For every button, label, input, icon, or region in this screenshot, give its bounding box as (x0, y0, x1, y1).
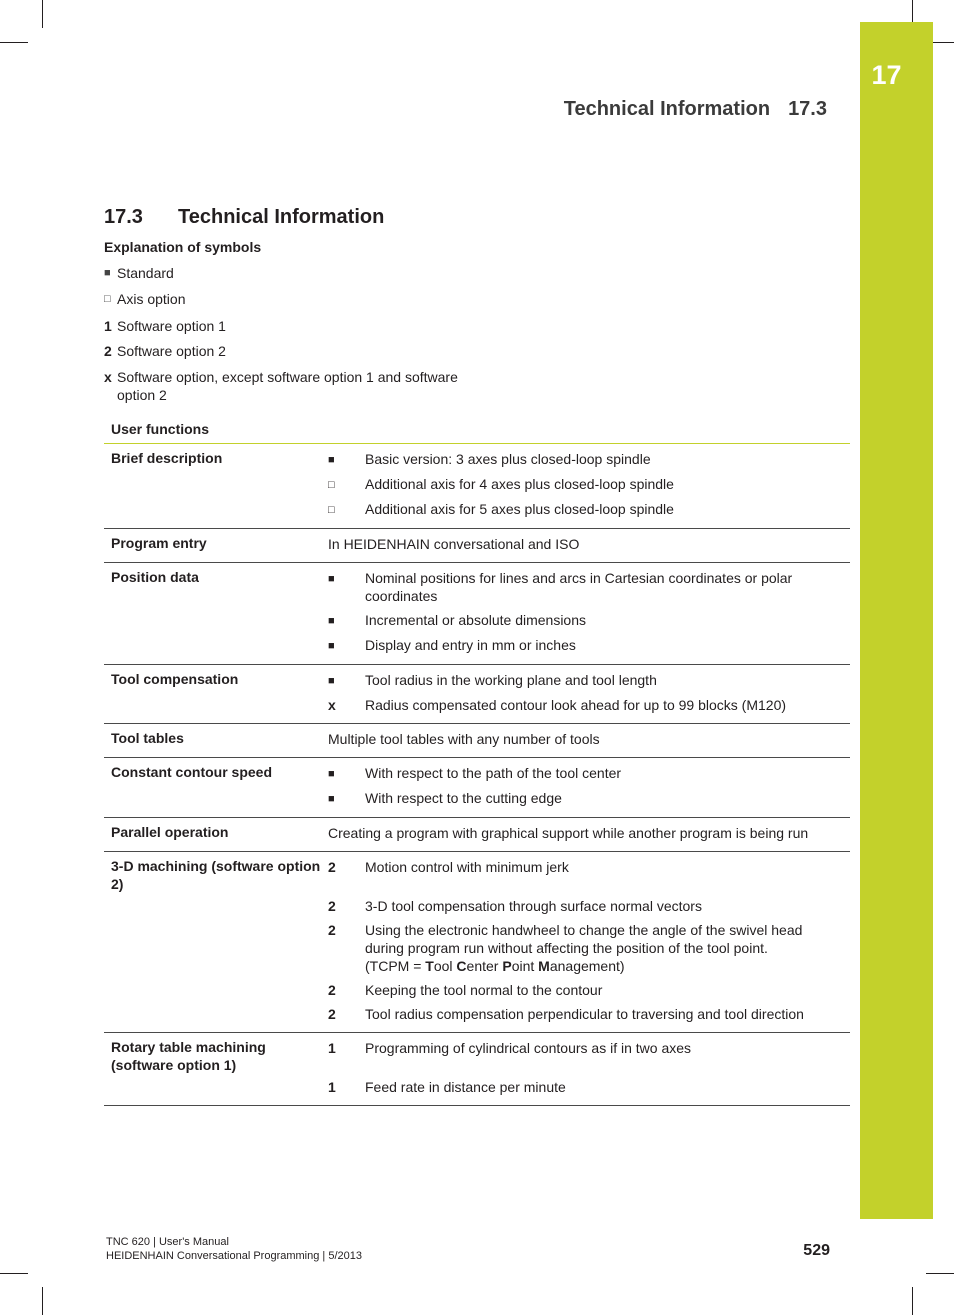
row-content (328, 758, 850, 817)
item-marker: □ (328, 479, 335, 491)
item-text: Display and entry in mm or inches (365, 637, 576, 653)
page-number: 529 (803, 1242, 830, 1259)
row-item (328, 450, 850, 469)
row-text: Multiple tool tables with any number of tools (328, 731, 600, 747)
running-head-section: 17.3 (788, 98, 827, 120)
item-marker: 1 (328, 1079, 336, 1095)
row-label: Tool compensation (111, 671, 239, 687)
legend-text: Axis option (117, 291, 186, 307)
row-item (328, 921, 850, 975)
item-text: Motion control with minimum jerk (365, 859, 569, 875)
row-item (328, 789, 850, 808)
row-label: Program entry (111, 535, 207, 551)
crop-mark (0, 1273, 28, 1274)
row-item (328, 500, 850, 519)
footer-line2: HEIDENHAIN Conversational Programming | 5/2013 (106, 1250, 362, 1262)
item-marker: ■ (328, 615, 335, 627)
running-head (564, 98, 827, 121)
item-marker: ■ (328, 573, 335, 585)
row-content (328, 563, 850, 664)
item-text: Feed rate in distance per minute (365, 1079, 566, 1095)
row-item (328, 611, 850, 630)
legend-text: Software option, except software option 1 and software option 2 (117, 369, 458, 403)
legend-item (104, 317, 504, 335)
item-text: Tool radius compensation perpendicular to traversing and tool direction (365, 1006, 804, 1022)
row-text: In HEIDENHAIN conversational and ISO (328, 536, 580, 552)
item-text: Keeping the tool normal to the contour (365, 982, 603, 998)
section-title (104, 206, 384, 229)
crop-mark (0, 42, 28, 43)
row-item (328, 981, 850, 999)
table-row (104, 758, 850, 818)
row-label: Constant contour speed (111, 764, 273, 780)
item-marker: ■ (328, 675, 335, 687)
item-marker: 2 (328, 982, 336, 998)
item-text: With respect to the path of the tool center (365, 765, 622, 781)
row-text: Creating a program with graphical support while another program is being run (328, 825, 809, 841)
row-content (328, 665, 850, 723)
table-row (104, 529, 850, 563)
row-content (328, 852, 850, 1032)
row-label: 3-D machining (software option 2) (111, 858, 321, 892)
item-text: Basic version: 3 axes plus closed-loop spindle (365, 451, 651, 467)
row-content (328, 1033, 850, 1105)
legend-marker: x (104, 369, 112, 385)
row-item (328, 475, 850, 494)
item-text: Additional axis for 4 axes plus closed-loop spindle (365, 476, 674, 492)
legend-item (104, 368, 504, 404)
row-item (328, 764, 850, 783)
table-row (104, 563, 850, 665)
legend-text: Software option 2 (117, 343, 226, 359)
item-marker: 2 (328, 922, 336, 938)
section-number: 17.3 (104, 206, 143, 228)
row-label: Position data (111, 569, 199, 585)
crop-mark (912, 1287, 913, 1315)
table-row (104, 724, 850, 758)
row-label: Parallel operation (111, 824, 229, 840)
running-head-title: Technical Information (563, 98, 771, 120)
item-marker: ■ (328, 793, 335, 805)
row-item (328, 671, 850, 690)
item-marker: □ (328, 504, 335, 516)
row-item (328, 858, 850, 876)
chapter-number: 17 (871, 60, 902, 90)
item-text: Using the electronic handwheel to change the angle of the swivel head during program run without affecting the position of the tool point. (TCPM = Tool Center Point Management) (365, 922, 803, 974)
legend-marker: 2 (104, 343, 112, 359)
item-marker: x (328, 697, 336, 713)
user-functions-table (104, 419, 850, 1106)
row-item (328, 569, 850, 605)
section-heading: Technical Information (178, 206, 385, 228)
item-marker: 2 (328, 1006, 336, 1022)
row-content (328, 529, 850, 562)
table-row (104, 665, 850, 724)
symbols-title: Explanation of symbols (104, 239, 262, 255)
item-text: Nominal positions for lines and arcs in Cartesian coordinates or polar coordinates (365, 570, 793, 604)
legend-marker: 1 (104, 318, 112, 334)
row-content (328, 444, 850, 528)
legend-item (104, 290, 504, 308)
item-marker: ■ (328, 768, 335, 780)
table-row (104, 444, 850, 529)
row-item (328, 1078, 850, 1096)
table-row (104, 852, 850, 1033)
item-text: Additional axis for 5 axes plus closed-loop spindle (365, 501, 674, 517)
legend-marker: ■ (104, 267, 111, 279)
legend-item (104, 342, 504, 360)
legend-item (104, 264, 504, 282)
footer-line1: TNC 620 | User's Manual (106, 1236, 229, 1248)
crop-mark (926, 1273, 954, 1274)
item-marker: 1 (328, 1040, 336, 1056)
item-text: With respect to the cutting edge (365, 790, 562, 806)
row-item (328, 1039, 850, 1057)
legend-text: Software option 1 (117, 318, 226, 334)
item-marker: ■ (328, 454, 335, 466)
item-marker: 2 (328, 898, 336, 914)
row-content (328, 818, 850, 851)
item-text: Radius compensated contour look ahead for up to 99 blocks (M120) (365, 697, 787, 713)
row-label: Rotary table machining (software option 1) (111, 1039, 266, 1073)
item-text: Tool radius in the working plane and tool length (365, 672, 657, 688)
row-item (328, 1005, 850, 1023)
item-marker: 2 (328, 859, 336, 875)
legend-text: Standard (117, 265, 174, 281)
table-row (104, 818, 850, 852)
item-text: Incremental or absolute dimensions (365, 612, 587, 628)
row-label: Tool tables (111, 730, 184, 746)
table-header: User functions (104, 419, 850, 444)
legend-marker: □ (104, 293, 111, 305)
footer (106, 1235, 362, 1263)
table-row (104, 1033, 850, 1106)
row-item (328, 636, 850, 655)
row-item (328, 696, 850, 714)
item-text: 3-D tool compensation through surface normal vectors (365, 898, 702, 914)
item-text: Programming of cylindrical contours as if in two axes (365, 1040, 692, 1056)
chapter-tab (860, 22, 933, 1219)
row-label: Brief description (111, 450, 223, 466)
row-item (328, 897, 850, 915)
crop-mark (42, 1287, 43, 1315)
item-marker: ■ (328, 640, 335, 652)
row-content (328, 724, 850, 757)
crop-mark (42, 0, 43, 28)
